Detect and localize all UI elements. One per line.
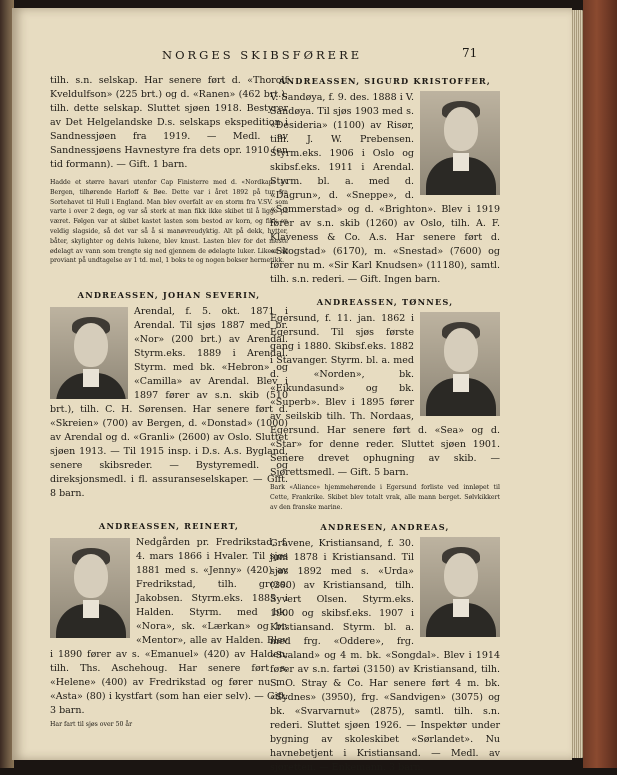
entry-text: Arendal, f. 5. okt. 1871 i Arendal. Til sjøs 1887 med br. «Nor» (200 brt.) av Arendal. Styrm.eks. 1889 i Arendal. Styrm. med bk. «Hebron» og «Camilla» av Arendal. Blev i 1897 fører av s.n. skib (510 brt.), tilh. C. H. Sørensen. Har senere ført d. «Skreien» (700) av Bergen, d. «Donstad» (1000) av Arendal og d. «Granli» (2600) av Oslo. Sluttet sjøen 1913. — Til 1915 insp. i D.s. A.s. Bygland, senere skibsreder. — Bystyremedl. og direksjonsmedl. i fl. assuranseselskaper. — Gift. 8 barn. xyxy=(50,306,288,500)
page-number: 71 xyxy=(462,46,478,60)
running-head: NORGES SKIBSFØRERE xyxy=(162,48,363,62)
right-column xyxy=(270,74,500,775)
entry-text: Gravene, Kristiansand, f. 30. juni 1878 i Kristiansand. Til sjøs 1892 med s. «Urda» (200) av Kristiansand, tilh. Syvert Olsen. Styrm.eks. 1900 og skibsf.eks. 1907 i Kristiansand. Styrm. bl. a. med frg. «Oddere», frg. «Svaland» og 4 m. bk. «Songdal». Blev i 1914 fører av s.n. fartøi (3150) av Kristiansand, tilh. S. O. Stray & Co. Har senere ført 4 m. bk. «Sydnes» (3950), frg. «Sandvigen» (3075) og bk. «Svarvarnut» (2875), samtl. tilh. s.n. rederi. Sluttet sjøen 1926. — Inspektør under bygning av skoleskibet «Sørlandet». Nu havnebetjent i Kristiansand. — Medl. av sjøretten. — Enkemann. 3 barn. xyxy=(270,538,500,774)
entry-heading: ANDREASSEN, TØNNES, xyxy=(316,297,454,307)
entry-note: Bark «Aliance» hjemmehørende i Egersund forliste ved innløpet til Cette, Frankrike. Skibet blev totalt vrak, alle mann berget. Sølvkikkert av den franske marine. xyxy=(270,484,500,511)
book-page xyxy=(12,8,572,774)
entry-sigurd-kristoffer xyxy=(270,74,500,287)
portrait-photo-icon xyxy=(50,307,128,399)
entry-note: Har fart til sjøs over 50 år xyxy=(50,721,133,729)
continuation-note: Hadde et større havari utenfor Cap Finisterre med d. «Nordkap» av Bergen, tilhørende Harloff & Bøe. Dette var i året 1892 på tur fra Sortehavet til Hull i England. Man blev overfalt av en storm fra V.SV. som varte i over 2 døgn, og var så sterk at man fikk ikke skibet til å ligge på været. Følgen var at skibet kastet lasten som bestod av korn, og fikk en veldig slagside, så det var så å si manøvreudyktig. Alt på dekk, hytter, båter, skylighter og delvis lukene, blev knust. Lasten blev for det meste ødelagt av vann som trengte sig ned gjennem de ødelagte luker. Likesa all proviant på undtagelse av 1 td. mel, 1 boks te og nogen bokser hermetikk. xyxy=(50,179,288,265)
entry-heading: ANDREASSEN, SIGURD KRISTOFFER, xyxy=(279,76,491,86)
entry-text: Nedgården pr. Fredrikstad, f. 4. mars 1866 i Hvaler. Til sjøs 1881 med s. «Jenny» (420) av Fredrikstad, tilh. gross. Jakobsen. Styrm.eks. 1885 i Halden. Styrm. med bk. «Nora», sk. «Lærkan» og br. «Mentor», alle av Halden. Blev i 1890 fører av s. «Emanuel» (420) av Halden, tilh. Ths. Aschehoug. Har senere ført s. «Helene» (400) av Fredrikstad og fører nu m. «Asta» (80) i kystfart (som han eier selv). — Gift. 3 barn. xyxy=(50,537,288,717)
continuation-text: tilh. s.n. selskap. Har senere ført d. «Thorolf Kveldulfson» (225 brt.) og d. «Ranen» (462 brt.), tilh. dette selskap. Sluttet sjøen 1918. Bestyrer av Det Helgelandske D.s. selskaps ekspedition i Sandnessjøen fra 1919. — Medl. av Sandnessjøens Havnestyre fra dets opr. 1910 (en tid formann). — Gift. 1 barn. xyxy=(50,75,288,170)
entry-heading: ANDRESEN, ANDREAS, xyxy=(320,522,450,533)
entry-johan-severin xyxy=(50,288,288,501)
entry-heading: ANDREASSEN, REINERT, xyxy=(98,521,240,532)
entry-reinert xyxy=(50,519,288,730)
entry-heading: ANDREASSEN, JOHAN SEVERIN, xyxy=(77,290,261,301)
entry-text: Egersund, f. 11. jan. 1862 i Egersund. Til sjøs første gang i 1880. Skibsf.eks. 1882 i Stavanger. Styrm. bl. a. med d. «Norden», bk. «Eikundasund» og bk. «Superb». Blev i 1895 fører av seilskib tilh. Th. Nordaas, Egersund. Har senere ført d. «Sea» og d. «Star» for denne reder. Sluttet sjøen 1901. Senere drevet ophugning av skib. — Sjørettsmedl. — Gift. 5 barn. xyxy=(270,313,500,478)
portrait-photo-icon xyxy=(420,312,500,416)
portrait-photo-icon xyxy=(420,91,500,195)
portrait-photo-icon xyxy=(420,537,500,637)
entry-tonnes xyxy=(270,295,500,512)
left-column xyxy=(50,74,288,730)
portrait-photo-icon xyxy=(50,538,130,638)
entry-text: V. Sandøya, f. 9. des. 1888 i V. Sandøya. Til sjøs 1903 med s. «Desideria» (1100) av Risør, tilh. J. W. Prebensen. Styrm.eks. 1906 i Oslo og skibsf.eks. 1911 i Arendal. Styrm. bl. a. med d. «Dagrun», d. «Sneppe», d. «Sommerstad» og d. «Brighton». Blev i 1919 fører av s.n. skib (1260) av Oslo, tilh. A. F. Klaveness & Co. A.s. Har senere ført d. «Skogstad» (6170), m. «Snestad» (7600) og fører nu m. «Sir Karl Knudsen» (11180), samtl. tilh. s.n. rederi. — Gift. Ingen barn. xyxy=(270,92,500,285)
book-cover xyxy=(583,0,617,768)
entry-andreas xyxy=(270,520,500,775)
